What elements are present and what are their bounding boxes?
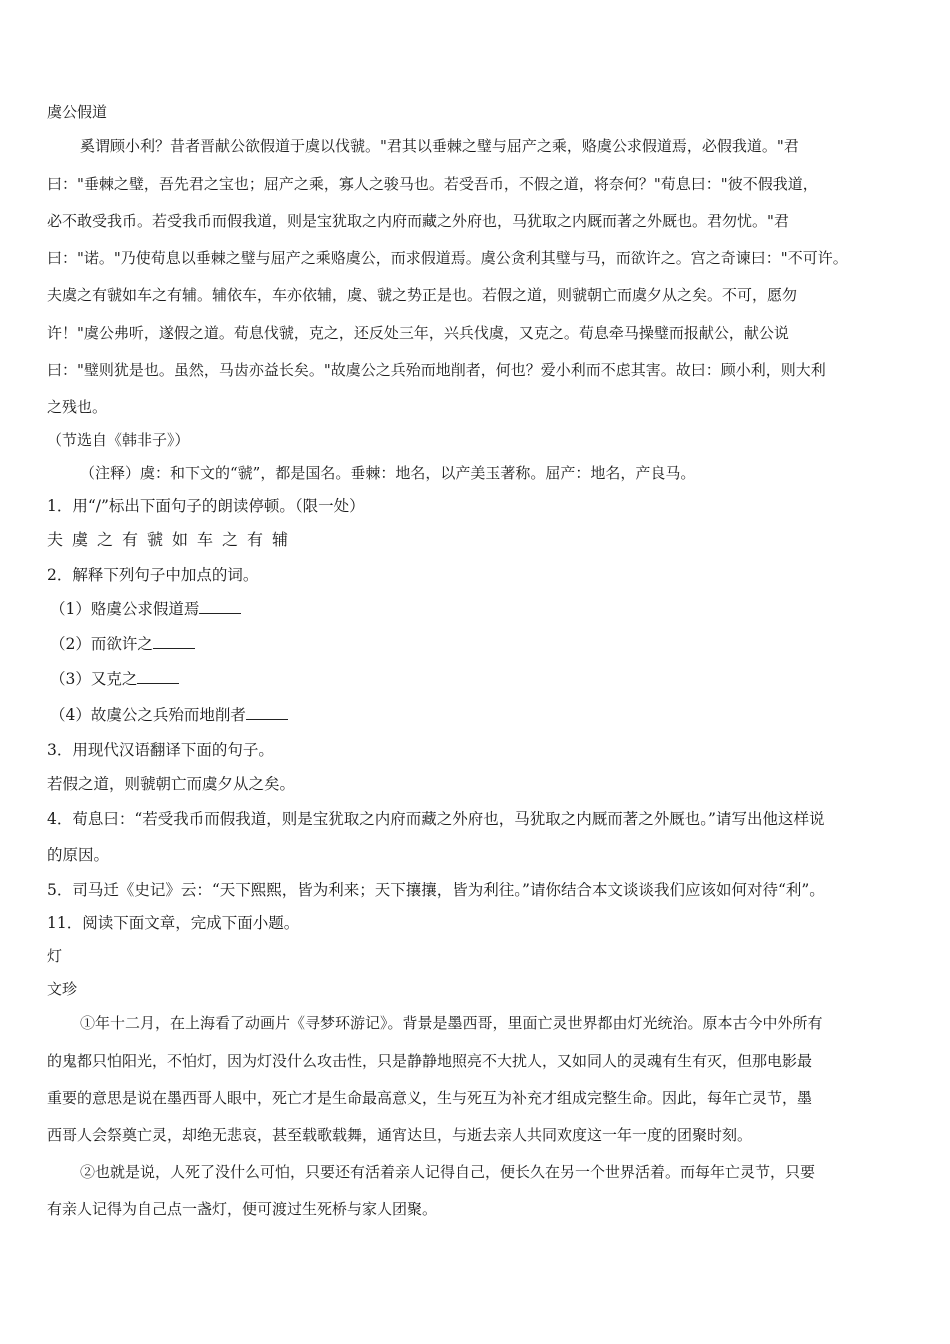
- question-3-sentence: 若假之道，则虢朝亡而虞夕从之矣。: [47, 775, 296, 793]
- article-author: 文珍: [47, 980, 78, 998]
- question-2-item: （2）而欲许之: [50, 634, 195, 654]
- annotation-note: （注释）虞：和下文的“虢”，都是国名。垂棘：地名，以产美玉著称。屈产：地名，产良马。: [80, 464, 696, 482]
- question-1: 1．用“/”标出下面句子的朗读停顿。（限一处）: [47, 497, 365, 515]
- passage-line: 曰："垂棘之璧，吾先君之宝也；屈产之乘，寡人之骏马也。若受吾币，不假之道，将奈何？"荀息曰："彼不假我道，: [47, 175, 818, 193]
- question-11: 11．阅读下面文章，完成下面小题。: [47, 914, 300, 932]
- passage-line: 许！"虞公弗听，遂假之道。荀息伐虢，克之，还反处三年，兴兵伐虞，又克之。荀息牵马操璧而报献公，献公说: [47, 324, 789, 342]
- question-3: 3．用现代汉语翻译下面的句子。: [47, 741, 274, 759]
- source-citation: （节选自《韩非子》）: [47, 431, 190, 449]
- question-4: 4．荀息曰：“若受我币而假我道，则是宝犹取之内府而藏之外府也，马犹取之内厩而著之外厩也。”请写出他这样说: [47, 810, 825, 828]
- answer-blank[interactable]: [137, 669, 179, 684]
- article-title: 灯: [47, 947, 63, 965]
- article-line: 的鬼都只怕阳光，不怕灯，因为灯没什么攻击性，只是静静地照亮不大扰人，又如同人的灵魂有生有灭，但那电影最: [47, 1052, 813, 1070]
- question-2: 2．解释下列句子中加点的词。: [47, 566, 259, 584]
- question-2-item: （1）赂虞公求假道焉: [50, 599, 241, 619]
- passage-line: 曰："璧则犹是也。虽然，马齿亦益长矣。"故虞公之兵殆而地削者，何也？爱小利而不虑其害。故曰：顾小利，则大利: [47, 361, 826, 379]
- question-2-item: （3）又克之: [50, 669, 179, 689]
- article-line: ①年十二月，在上海看了动画片《寻梦环游记》。背景是墨西哥，里面亡灵世界都由灯光统治。原本古今中外所有: [80, 1014, 823, 1032]
- answer-blank[interactable]: [199, 599, 241, 614]
- question-1-sentence: 夫虞之有虢如车之有辅: [47, 530, 298, 549]
- passage-title: 虞公假道: [47, 103, 108, 121]
- article-line: 有亲人记得为自己点一盏灯，便可渡过生死桥与家人团聚。: [47, 1200, 438, 1218]
- answer-blank[interactable]: [246, 705, 288, 720]
- passage-line: 奚谓顾小利？昔者晋献公欲假道于虞以伐虢。"君其以垂棘之璧与屈产之乘，赂虞公求假道焉，必假我道。"君: [80, 137, 799, 155]
- question-5: 5．司马迁《史记》云：“天下熙熙，皆为利来；天下攘攘，皆为利往。”请你结合本文谈谈我们应该如何对待“利”。: [47, 881, 825, 899]
- question-2-item: （4）故虞公之兵殆而地削者: [50, 705, 288, 725]
- article-line: 西哥人会祭奠亡灵，却绝无悲哀，甚至载歌载舞，通宵达旦，与逝去亲人共同欢度这一年一度的团聚时刻。: [47, 1126, 753, 1144]
- passage-line: 曰："诺。"乃使荀息以垂棘之璧与屈产之乘赂虞公，而求假道焉。虞公贪利其璧与马，而欲许之。宫之奇谏曰："不可许。: [47, 249, 848, 267]
- question-4-cont: 的原因。: [47, 846, 110, 864]
- passage-line: 夫虞之有虢如车之有辅。辅依车，车亦依辅，虞、虢之势正是也。若假之道，则虢朝亡而虞夕从之矣。不可，愿勿: [47, 286, 798, 304]
- article-line: ②也就是说，人死了没什么可怕，只要还有活着亲人记得自己，便长久在另一个世界活着。而每年亡灵节，只要: [80, 1163, 816, 1181]
- answer-blank[interactable]: [153, 634, 195, 649]
- passage-line: 必不敢受我币。若受我币而假我道，则是宝犹取之内府而藏之外府也，马犹取之内厩而著之外厩也。君勿忧。"君: [47, 212, 789, 230]
- passage-line: 之残也。: [47, 398, 108, 416]
- article-line: 重要的意思是说在墨西哥人眼中，死亡才是生命最高意义，生与死互为补充才组成完整生命。因此，每年亡灵节，墨: [47, 1089, 813, 1107]
